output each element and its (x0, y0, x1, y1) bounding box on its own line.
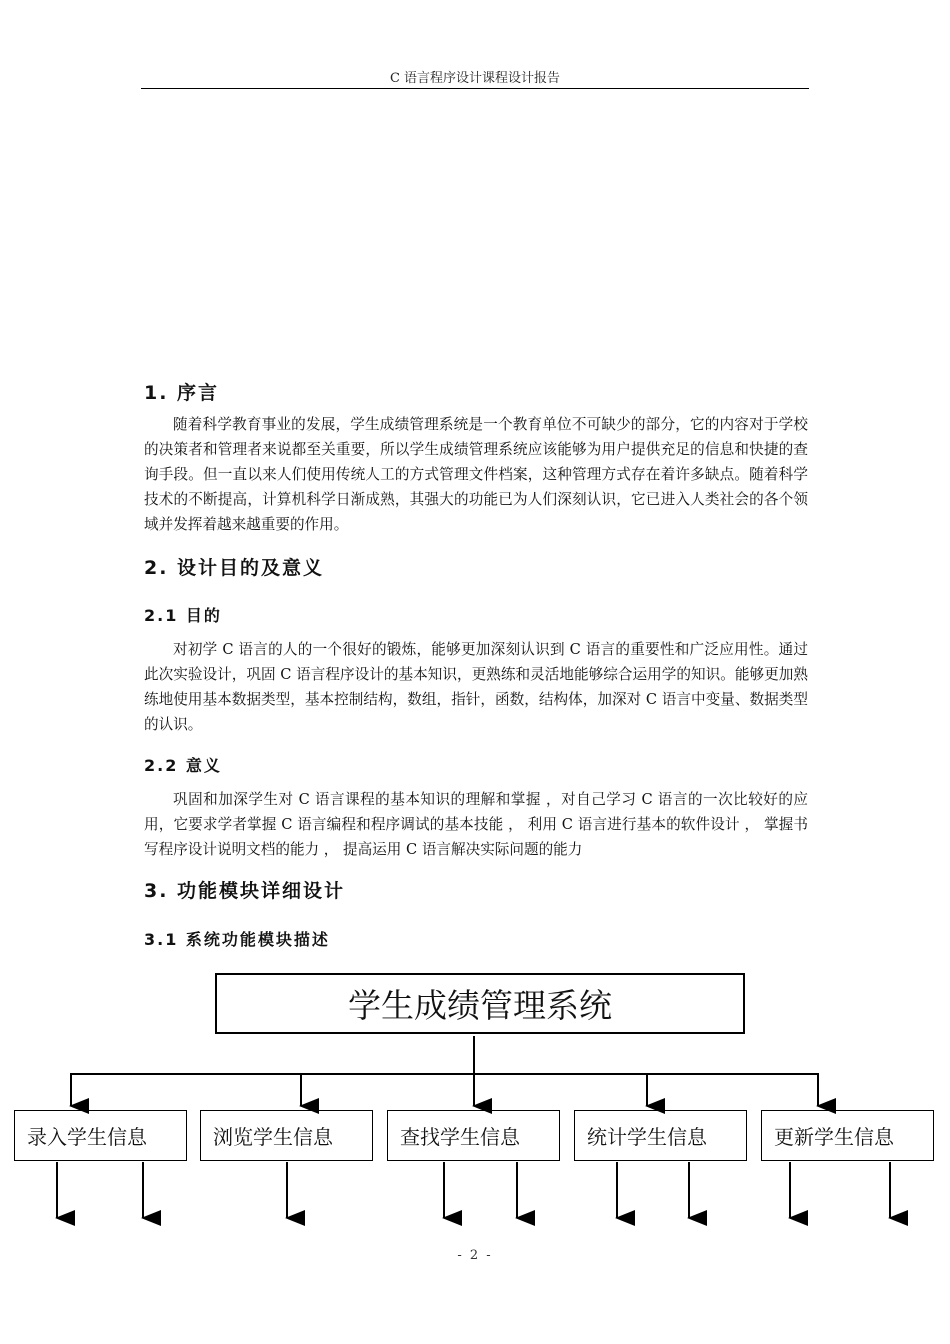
module-box-input: 录入学生信息 (14, 1110, 187, 1161)
module-box-browse: 浏览学生信息 (200, 1110, 373, 1161)
section-heading-preface: 1. 序言 (144, 382, 220, 404)
module-box-search: 查找学生信息 (387, 1110, 560, 1161)
subsection-heading-module-description: 3.1 系统功能模块描述 (144, 930, 330, 949)
section-heading-modules: 3. 功能模块详细设计 (144, 880, 346, 902)
diagram-root-box: 学生成绩管理系统 (215, 973, 745, 1034)
page-header-title: C 语言程序设计课程设计报告 (389, 71, 561, 86)
module-box-update: 更新学生信息 (761, 1110, 934, 1161)
module-box-statistics: 统计学生信息 (574, 1110, 747, 1161)
meaning-paragraph: 巩固和加深学生对 C 语言课程的基本知识的理解和掌握 ，对自己学习 C 语言的一次比较好的应用，它要求学者掌握 C 语言编程和程序调试的基本技能 ， 利用 C 语言进行基本的软件设计 ， 掌握书写程序设计说明文档的能力 ， 提高运用 C 语言解决实际问题的能力 (144, 791, 808, 858)
subsection-heading-goal: 2.1 目的 (144, 606, 222, 625)
page-number: - 2 - (457, 1248, 493, 1263)
preface-paragraph: 随着科学教育事业的发展，学生成绩管理系统是一个教育单位不可缺少的部分，它的内容对于学校的决策者和管理者来说都至关重要，所以学生成绩管理系统应该能够为用户提供充足的信息和快捷的查询手段。但一直以来人们使用传统人工的方式管理文件档案，这种管理方式存在着许多缺点。随着科学技术的不断提高，计算机科学日渐成熟，其强大的功能已为人们深刻认识，它已进入人类社会的各个领域并发挥着越来越重要的作用。 (144, 416, 808, 533)
goal-paragraph: 对初学 C 语言的人的一个很好的锻炼，能够更加深刻认识到 C 语言的重要性和广泛应用性。通过此次实验设计，巩固 C 语言程序设计的基本知识，更熟练和灵活地能够综合运用学的知识。能够更加熟练地使用基本数据类型，基本控制结构，数组，指针，函数，结构体，加深对 C 语言中变量、数据类型的认识。 (144, 641, 808, 733)
subsection-heading-meaning: 2.2 意义 (144, 756, 222, 775)
section-heading-purpose: 2. 设计目的及意义 (144, 557, 325, 579)
